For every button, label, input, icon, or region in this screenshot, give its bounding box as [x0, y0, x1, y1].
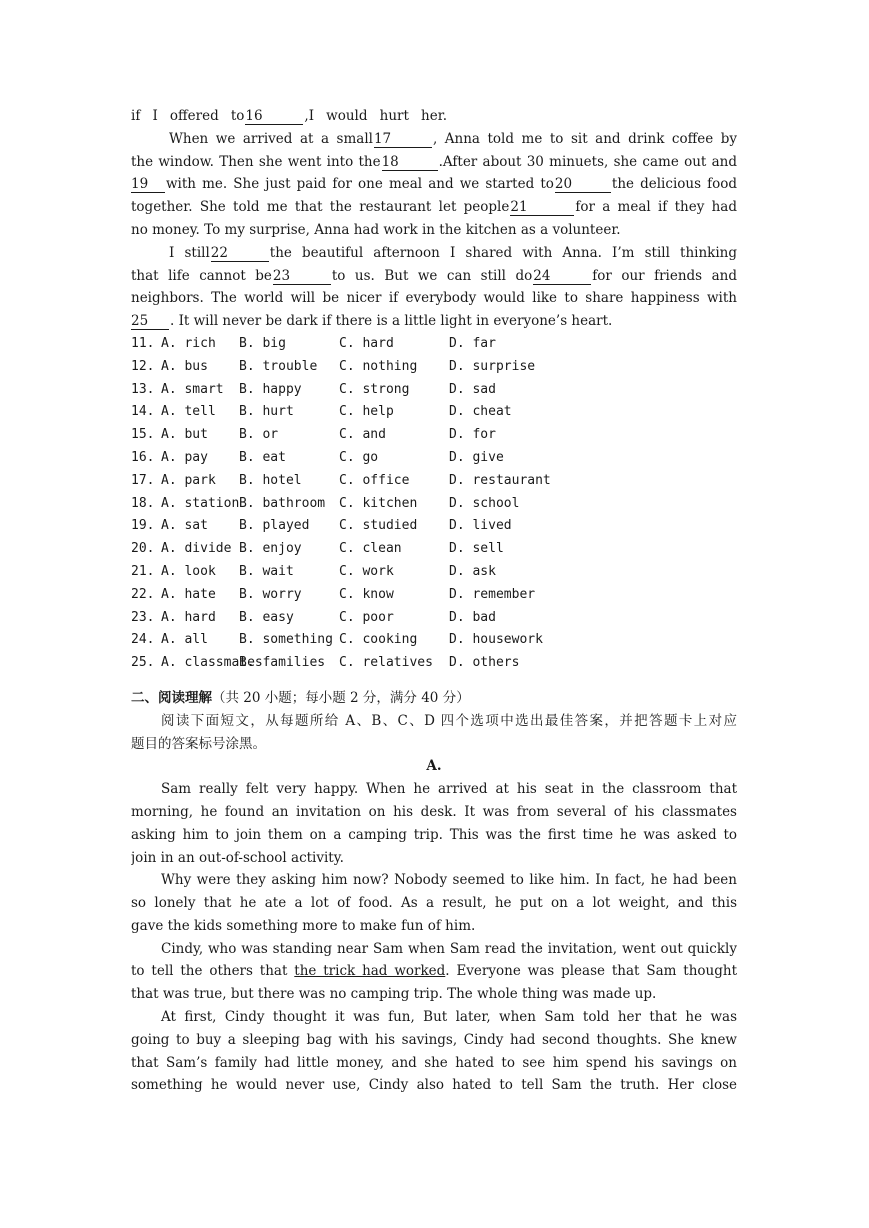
- blank-20: 20: [555, 176, 611, 193]
- option-b: B. worry: [239, 586, 302, 602]
- option-row: [131, 561, 737, 584]
- option-a: A. but: [161, 427, 208, 443]
- question-number: 19.: [131, 518, 155, 534]
- underlined-phrase: the trick had worked: [294, 963, 446, 980]
- option-c: C. and: [339, 427, 386, 443]
- option-b: B. played: [239, 518, 310, 534]
- option-d: D. cheat: [449, 404, 512, 420]
- option-a: A. hate: [161, 586, 216, 602]
- option-b: B. big: [239, 335, 286, 351]
- question-number: 15.: [131, 427, 155, 443]
- option-b: B. wait: [239, 563, 294, 579]
- paragraph-line: Cindy, who was standing near Sam when Sam read the invitation, went out quickly: [161, 940, 737, 957]
- passage-line: if I offered to16 ,I would hurt her.: [131, 108, 447, 124]
- blank-23: 23: [273, 268, 331, 285]
- paragraph-line: asking him to join them on a camping trip. This was the first time he was asked to: [131, 826, 737, 843]
- option-c: C. hard: [339, 335, 394, 351]
- passage-line: 19 with me. She just paid for one meal and we started to20 the delicious food: [131, 176, 737, 193]
- paragraph-line: join in an out-of-school activity.: [131, 849, 344, 866]
- option-a: A. divide: [161, 541, 232, 557]
- option-a: A. bus: [161, 358, 208, 374]
- blank-18: 18: [382, 154, 438, 171]
- option-c: C. kitchen: [339, 495, 418, 511]
- passage-line: together. She told me that the restaurant let people21 for a meal if they had: [131, 199, 737, 216]
- option-row: [131, 470, 737, 493]
- option-row: [131, 629, 737, 652]
- passage-line: 25 . It will never be dark if there is a little light in everyone’s heart.: [131, 313, 613, 330]
- paragraph-line: Why were they asking him now? Nobody seemed to like him. In fact, he had been: [161, 872, 737, 889]
- option-row: [131, 356, 737, 379]
- option-d: D. others: [449, 655, 520, 671]
- paragraph-line: morning, he found an invitation on his desk. It was from several of his classmates: [131, 803, 737, 820]
- paragraph-line: something he would never use, Cindy also hated to tell Sam the truth. Her close: [131, 1077, 737, 1094]
- option-d: D. ask: [449, 563, 496, 579]
- option-b: B. bathroom: [239, 495, 326, 511]
- option-d: D. for: [449, 427, 496, 443]
- option-row: [131, 333, 737, 356]
- section-title: 二、阅读理解: [131, 689, 212, 706]
- option-b: B. trouble: [239, 358, 318, 374]
- option-a: A. pay: [161, 449, 208, 465]
- option-row: [131, 424, 737, 447]
- option-row: [131, 515, 737, 538]
- passage-line: no money. To my surprise, Anna had work in the kitchen as a volunteer.: [131, 221, 621, 238]
- option-c: C. work: [339, 563, 394, 579]
- option-d: D. sell: [449, 541, 504, 557]
- blank-22: 22: [211, 245, 269, 262]
- passage-line: I still22 the beautiful afternoon I shared with Anna. I’m still thinking: [169, 244, 737, 261]
- option-d: D. restaurant: [449, 472, 551, 488]
- option-d: D. bad: [449, 609, 496, 625]
- options-list: [131, 333, 737, 675]
- paragraph-3: [131, 938, 737, 1006]
- option-row: [131, 447, 737, 470]
- paragraph-4: [131, 1006, 737, 1097]
- paragraph-line: so lonely that he ate a lot of food. As a result, he put on a lot weight, and this: [131, 895, 737, 912]
- option-c: C. nothing: [339, 358, 418, 374]
- paragraph-line: that was true, but there was no camping trip. The whole thing was made up.: [131, 986, 657, 1003]
- option-a: A. classmates: [161, 655, 263, 671]
- option-a: A. smart: [161, 381, 224, 397]
- paragraph-1: [131, 778, 737, 869]
- option-c: C. studied: [339, 518, 418, 534]
- question-number: 11.: [131, 335, 155, 351]
- option-row: [131, 584, 737, 607]
- option-a: A. all: [161, 632, 208, 648]
- option-d: D. sad: [449, 381, 496, 397]
- section-heading: [131, 687, 737, 710]
- option-b: B. something: [239, 632, 333, 648]
- option-row: [131, 493, 737, 516]
- option-c: C. clean: [339, 541, 402, 557]
- option-row: [131, 379, 737, 402]
- passage-label: A.: [426, 758, 442, 775]
- blank-21: 21: [510, 199, 574, 216]
- option-b: B. easy: [239, 609, 294, 625]
- option-b: B. hotel: [239, 472, 302, 488]
- option-c: C. cooking: [339, 632, 418, 648]
- option-d: D. school: [449, 495, 520, 511]
- option-b: B. enjoy: [239, 541, 302, 557]
- paragraph-line: Sam really felt very happy. When he arrived at his seat in the classroom that: [161, 781, 737, 798]
- paragraph-line: At first, Cindy thought it was fun, But later, when Sam told her that he was: [161, 1009, 737, 1026]
- option-c: C. poor: [339, 609, 394, 625]
- question-number: 14.: [131, 404, 155, 420]
- paragraph-line: to tell the others that the trick had worked. Everyone was please that Sam thought: [131, 963, 737, 980]
- passage-line: neighbors. The world will be nicer if everybody would like to share happiness with: [131, 290, 737, 307]
- section-note: （共 20 小题；每小题 2 分，满分 40 分）: [212, 689, 470, 706]
- paragraph-line: that Sam’s family had little money, and she hated to see him spend his savings on: [131, 1054, 737, 1071]
- question-number: 25.: [131, 655, 155, 671]
- passage-line: the window. Then she went into the18 .After about 30 minuets, she came out and: [131, 153, 737, 170]
- option-row: [131, 652, 737, 675]
- option-c: C. know: [339, 586, 394, 602]
- option-b: B. or: [239, 427, 279, 443]
- option-b: B. hurt: [239, 404, 294, 420]
- passage-line: that life cannot be23 to us. But we can still do24 for our friends and: [131, 267, 737, 284]
- blank-16: 16: [245, 108, 303, 125]
- option-c: C. relatives: [339, 655, 433, 671]
- option-a: A. sat: [161, 518, 208, 534]
- option-d: D. remember: [449, 586, 536, 602]
- option-b: B. happy: [239, 381, 302, 397]
- option-c: C. strong: [339, 381, 410, 397]
- option-d: D. give: [449, 449, 504, 465]
- option-d: D. surprise: [449, 358, 536, 374]
- option-d: D. lived: [449, 518, 512, 534]
- question-number: 13.: [131, 381, 155, 397]
- question-number: 17.: [131, 472, 155, 488]
- question-number: 21.: [131, 563, 155, 579]
- option-a: A. park: [161, 472, 216, 488]
- blank-25: 25: [131, 313, 169, 330]
- blank-24: 24: [533, 268, 591, 285]
- instruction-line: 阅读下面短文，从每题所给 A、B、C、D 四个选项中选出最佳答案，并把答题卡上对应: [161, 712, 737, 729]
- option-a: A. rich: [161, 335, 216, 351]
- option-a: A. tell: [161, 404, 216, 420]
- question-number: 20.: [131, 541, 155, 557]
- blank-17: 17: [374, 131, 432, 148]
- option-b: B. families: [239, 655, 326, 671]
- question-number: 24.: [131, 632, 155, 648]
- question-number: 12.: [131, 358, 155, 374]
- option-a: A. hard: [161, 609, 216, 625]
- question-number: 23.: [131, 609, 155, 625]
- question-number: 16.: [131, 449, 155, 465]
- question-number: 22.: [131, 586, 155, 602]
- option-row: [131, 607, 737, 630]
- paragraph-line: gave the kids something more to make fun of him.: [131, 917, 476, 934]
- passage-line: When we arrived at a small17 , Anna told me to sit and drink coffee by: [169, 130, 737, 147]
- option-d: D. far: [449, 335, 496, 351]
- option-a: A. look: [161, 563, 216, 579]
- document-page: [131, 105, 737, 1097]
- option-row: [131, 401, 737, 424]
- paragraph-line: going to buy a sleeping bag with his savings, Cindy had second thoughts. She knew: [131, 1031, 737, 1048]
- option-b: B. eat: [239, 449, 286, 465]
- paragraph-2: [131, 869, 737, 937]
- option-row: [131, 538, 737, 561]
- option-c: C. help: [339, 404, 394, 420]
- option-a: A. station: [161, 495, 240, 511]
- blank-19: 19: [131, 176, 165, 193]
- option-c: C. go: [339, 449, 379, 465]
- instruction-line: 题目的答案标号涂黑。: [131, 735, 266, 752]
- option-c: C. office: [339, 472, 410, 488]
- option-d: D. housework: [449, 632, 543, 648]
- question-number: 18.: [131, 495, 155, 511]
